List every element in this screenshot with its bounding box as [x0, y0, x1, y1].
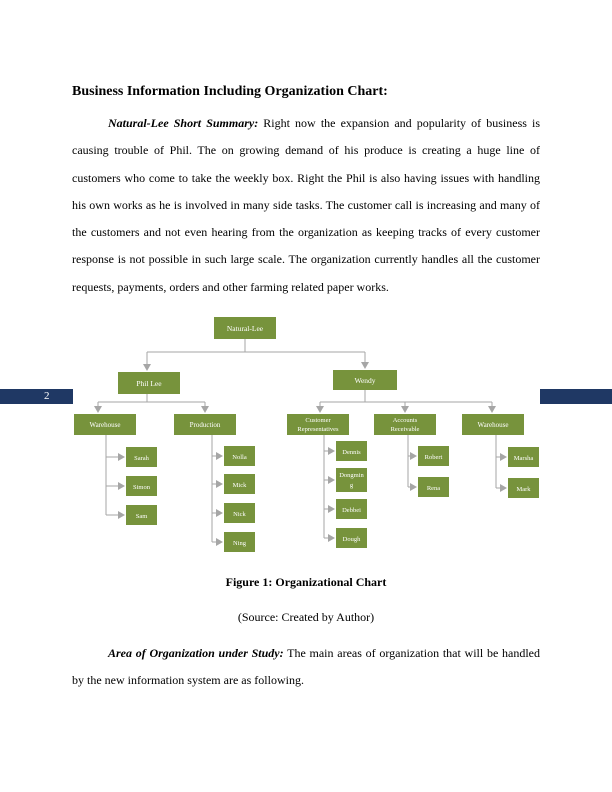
svg-text:Sarah: Sarah [134, 455, 149, 462]
node-dept-accounts [374, 414, 436, 435]
svg-text:Dennis: Dennis [342, 449, 361, 456]
svg-text:Ning: Ning [233, 540, 246, 547]
staff-mark [508, 478, 539, 498]
staff-robert [418, 446, 449, 466]
svg-text:Mark: Mark [516, 486, 531, 493]
node-phil-lee [118, 372, 180, 394]
area-body: The main areas of organization that will be handled by the new information system are as following. [72, 646, 540, 688]
header-band-left [0, 389, 73, 404]
svg-text:Dongmin: Dongmin [339, 472, 364, 479]
staff-dennis [336, 441, 367, 461]
staff-debbei [336, 499, 367, 519]
staff-simon [126, 476, 157, 496]
svg-text:g: g [349, 482, 354, 489]
dept-accounts-line2: Receivable [390, 426, 420, 433]
node-dept-warehouse-phil [74, 414, 136, 435]
figure-caption: Figure 1: Organizational Chart [225, 575, 387, 589]
node-phil-lee-label: Phil Lee [136, 379, 162, 388]
node-dept-customer-reps [287, 414, 349, 435]
staff-sam [126, 505, 157, 525]
staff-sarah [126, 447, 157, 467]
node-root-label: Natural-Lee [226, 324, 264, 333]
svg-text:Sam: Sam [135, 513, 148, 520]
header-band-right [540, 389, 612, 404]
summary-body: Right now the expansion and popularity of business is causing trouble of Phil. The on growing demand of his produce is creating a huge line of customers who come to take the weekly box. Right the Phil is also having issues with handling his own works as he is involved in many side tasks. The customer call is increasing and many of the customers and not even hearing from the organization as keeping tracks of every customer response is not possible in such large scale. The organization currently handles all the customer requests, payments, orders and other farming related paper works. [72, 116, 540, 294]
connector-lines [98, 339, 506, 542]
section-heading: Business Information Including Organization Chart: [72, 84, 388, 99]
svg-text:Nolla: Nolla [232, 454, 247, 461]
area-lead: Area of Organization under Study: [108, 646, 284, 660]
node-root [214, 317, 276, 339]
summary-lead: Natural-Lee Short Summary: [108, 116, 259, 130]
dept-warehouse-phil-label: Warehouse [89, 421, 121, 429]
staff-nick [224, 503, 255, 523]
figure-source: (Source: Created by Author) [237, 610, 375, 624]
node-dept-warehouse-wendy [462, 414, 524, 435]
svg-text:Robert: Robert [424, 454, 443, 461]
staff-rena [418, 477, 449, 497]
svg-text:Simon: Simon [133, 484, 150, 491]
node-wendy [333, 370, 397, 390]
staff-dongming [336, 468, 367, 492]
node-dept-production [174, 414, 236, 435]
staff-dough [336, 528, 367, 548]
svg-text:Debbei: Debbei [342, 507, 361, 514]
staff-nolla [224, 446, 255, 466]
page-number: 2 [44, 390, 50, 402]
dept-warehouse-wendy-label: Warehouse [477, 421, 509, 429]
svg-text:Dough: Dough [342, 536, 361, 543]
svg-text:Marsha: Marsha [513, 455, 534, 462]
svg-text:Mick: Mick [232, 482, 247, 489]
org-chart [72, 312, 540, 552]
dept-accounts-line1: Accounts [392, 417, 418, 424]
dept-customer-reps-line2: Representatives [297, 426, 339, 433]
svg-text:Rena: Rena [426, 485, 441, 492]
node-wendy-label: Wendy [354, 376, 376, 385]
area-paragraph [72, 640, 540, 695]
dept-customer-reps-line1: Customer [305, 417, 331, 424]
svg-text:Nick: Nick [233, 511, 246, 518]
summary-paragraph [72, 110, 540, 301]
staff-marsha [508, 447, 539, 467]
staff-mick [224, 474, 255, 494]
dept-production-label: Production [189, 421, 221, 429]
staff-ning [224, 532, 255, 552]
